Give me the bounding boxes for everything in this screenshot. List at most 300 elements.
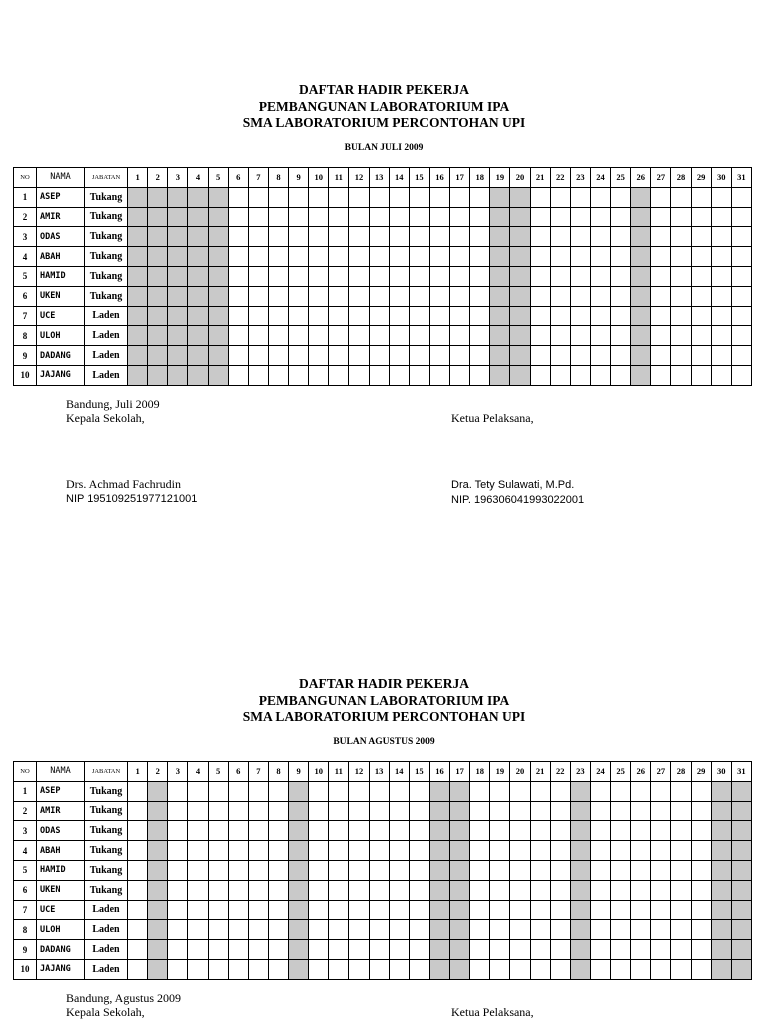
attendance-cell <box>731 841 751 861</box>
worker-number: 2 <box>14 801 37 821</box>
day-header: 25 <box>611 762 631 782</box>
day-header: 12 <box>349 762 369 782</box>
attendance-cell <box>329 860 349 880</box>
attendance-cell <box>208 781 228 801</box>
attendance-cell <box>188 920 208 940</box>
attendance-cell <box>289 781 309 801</box>
day-header: 23 <box>570 168 590 188</box>
worker-position: Tukang <box>85 187 128 207</box>
title-line: DAFTAR HADIR PEKERJA <box>298 676 469 691</box>
attendance-cell <box>329 880 349 900</box>
table-row <box>14 821 752 841</box>
place-date: Bandung, Agustus 2009 <box>66 991 182 1005</box>
attendance-cell <box>208 801 228 821</box>
attendance-cell <box>409 880 429 900</box>
day-header: 5 <box>208 762 228 782</box>
attendance-cell <box>148 841 168 861</box>
attendance-cell <box>208 920 228 940</box>
attendance-cell <box>470 841 490 861</box>
attendance-cell <box>309 841 329 861</box>
worker-position: Laden <box>85 959 128 979</box>
attendance-cell <box>691 959 711 979</box>
table-row <box>14 940 752 960</box>
month-label: BULAN AGUSTUS 2009 <box>333 737 435 747</box>
attendance-cell <box>510 900 530 920</box>
attendance-cell <box>631 821 651 841</box>
attendance-cell <box>731 860 751 880</box>
right-signatory-role: Ketua Pelaksana, <box>451 411 534 425</box>
attendance-cell <box>631 959 651 979</box>
worker-position: Laden <box>85 920 128 940</box>
attendance-cell <box>228 880 248 900</box>
attendance-cell <box>268 801 288 821</box>
attendance-cell <box>369 940 389 960</box>
attendance-cell <box>671 821 691 841</box>
attendance-cell <box>651 841 671 861</box>
attendance-cell <box>651 920 671 940</box>
attendance-cell <box>731 781 751 801</box>
attendance-cell <box>450 959 470 979</box>
attendance-cell <box>309 940 329 960</box>
day-header: 2 <box>148 762 168 782</box>
worker-name: HAMID <box>37 860 85 880</box>
day-header: 31 <box>731 168 751 188</box>
day-header: 30 <box>711 168 731 188</box>
worker-name: ULOH <box>37 920 85 940</box>
attendance-cell <box>711 860 731 880</box>
day-header: 29 <box>691 762 711 782</box>
attendance-cell <box>550 920 570 940</box>
attendance-cell <box>329 781 349 801</box>
attendance-cell <box>651 880 671 900</box>
attendance-cell <box>389 959 409 979</box>
worker-name: UCE <box>37 900 85 920</box>
day-header: 6 <box>228 762 248 782</box>
attendance-cell <box>228 821 248 841</box>
attendance-cell <box>691 781 711 801</box>
attendance-cell <box>570 959 590 979</box>
attendance-cell <box>429 900 449 920</box>
attendance-cell <box>570 880 590 900</box>
attendance-cell <box>671 940 691 960</box>
day-header: 13 <box>369 168 389 188</box>
attendance-cell <box>691 821 711 841</box>
attendance-cell <box>409 900 429 920</box>
day-header: 22 <box>550 168 570 188</box>
attendance-cell <box>671 900 691 920</box>
attendance-cell <box>651 781 671 801</box>
attendance-cell <box>148 821 168 841</box>
worker-position: Laden <box>85 900 128 920</box>
worker-position: Tukang <box>85 801 128 821</box>
attendance-cell <box>248 900 268 920</box>
attendance-cell <box>208 821 228 841</box>
attendance-cell <box>268 900 288 920</box>
month-label: BULAN JULI 2009 <box>344 143 424 153</box>
attendance-cell <box>188 841 208 861</box>
attendance-cell <box>208 900 228 920</box>
attendance-cell <box>289 821 309 841</box>
attendance-cell <box>550 860 570 880</box>
attendance-cell <box>450 940 470 960</box>
attendance-cell <box>590 880 610 900</box>
attendance-cell <box>228 920 248 940</box>
attendance-cell <box>510 940 530 960</box>
worker-name: JAJANG <box>37 365 85 385</box>
worker-position: Laden <box>85 940 128 960</box>
attendance-cell <box>369 801 389 821</box>
attendance-cell <box>590 940 610 960</box>
day-header: 7 <box>248 168 268 188</box>
worker-number: 2 <box>14 207 37 227</box>
day-header: 18 <box>470 168 490 188</box>
attendance-cell <box>570 860 590 880</box>
attendance-cell <box>369 821 389 841</box>
attendance-cell <box>450 860 470 880</box>
attendance-cell <box>510 920 530 940</box>
day-header: 27 <box>651 168 671 188</box>
right-signatory-name: Dra. Tety Sulawati, M.Pd. <box>451 479 575 491</box>
attendance-cell <box>369 860 389 880</box>
attendance-cell <box>369 900 389 920</box>
attendance-cell <box>188 860 208 880</box>
attendance-cell <box>510 801 530 821</box>
worker-number: 9 <box>14 940 37 960</box>
attendance-cell <box>470 920 490 940</box>
attendance-cell <box>731 801 751 821</box>
attendance-cell <box>248 801 268 821</box>
day-header: 10 <box>309 762 329 782</box>
attendance-cell <box>731 900 751 920</box>
worker-name: JAJANG <box>37 959 85 979</box>
attendance-cell <box>148 959 168 979</box>
place-date: Bandung, Juli 2009 <box>66 397 160 411</box>
attendance-cell <box>168 920 188 940</box>
day-header: 4 <box>188 168 208 188</box>
attendance-cell <box>651 940 671 960</box>
attendance-cell <box>389 821 409 841</box>
day-header: 1 <box>128 762 148 782</box>
attendance-cell <box>490 821 510 841</box>
day-header: 3 <box>168 762 188 782</box>
attendance-cell <box>631 920 651 940</box>
attendance-cell <box>168 841 188 861</box>
worker-number: 1 <box>14 781 37 801</box>
attendance-cell <box>248 860 268 880</box>
attendance-cell <box>148 900 168 920</box>
attendance-cell <box>590 920 610 940</box>
attendance-cell <box>208 841 228 861</box>
day-header: 7 <box>248 762 268 782</box>
attendance-cell <box>631 880 651 900</box>
attendance-cell <box>450 801 470 821</box>
day-header: 21 <box>530 762 550 782</box>
day-header: 25 <box>611 168 631 188</box>
attendance-cell <box>671 860 691 880</box>
attendance-cell <box>369 959 389 979</box>
day-header: 29 <box>691 168 711 188</box>
attendance-cell <box>168 821 188 841</box>
day-header: 19 <box>490 762 510 782</box>
worker-number: 7 <box>14 306 37 326</box>
attendance-cell <box>570 821 590 841</box>
attendance-cell <box>409 860 429 880</box>
title-line: SMA LABORATORIUM PERCONTOHAN UPI <box>242 709 526 724</box>
attendance-cell <box>651 801 671 821</box>
attendance-cell <box>289 959 309 979</box>
day-header: 12 <box>349 168 369 188</box>
attendance-cell <box>148 940 168 960</box>
attendance-cell <box>289 940 309 960</box>
left-signatory-role: Kepala Sekolah, <box>66 411 145 425</box>
attendance-cell <box>168 900 188 920</box>
col-header-no: NO <box>14 168 37 188</box>
worker-number: 9 <box>14 346 37 366</box>
left-signatory-name: Drs. Achmad Fachrudin <box>66 477 181 491</box>
worker-position: Tukang <box>85 207 128 227</box>
attendance-cell <box>631 781 651 801</box>
attendance-cell <box>731 880 751 900</box>
attendance-cell <box>309 821 329 841</box>
attendance-cell <box>289 900 309 920</box>
attendance-cell <box>409 940 429 960</box>
day-header: 10 <box>309 168 329 188</box>
attendance-cell <box>651 900 671 920</box>
day-header: 27 <box>651 762 671 782</box>
worker-position: Laden <box>85 346 128 366</box>
attendance-cell <box>389 860 409 880</box>
attendance-cell <box>128 801 148 821</box>
day-header: 3 <box>168 168 188 188</box>
attendance-cell <box>691 841 711 861</box>
attendance-cell <box>369 920 389 940</box>
attendance-cell <box>731 920 751 940</box>
attendance-cell <box>550 959 570 979</box>
attendance-cell <box>731 959 751 979</box>
attendance-cell <box>711 940 731 960</box>
title-line: SMA LABORATORIUM PERCONTOHAN UPI <box>242 115 526 130</box>
attendance-cell <box>570 920 590 940</box>
day-header: 11 <box>329 168 349 188</box>
attendance-cell <box>590 821 610 841</box>
attendance-cell <box>530 920 550 940</box>
attendance-cell <box>168 781 188 801</box>
attendance-cell <box>490 920 510 940</box>
attendance-cell <box>611 880 631 900</box>
attendance-cell <box>570 900 590 920</box>
worker-number: 3 <box>14 821 37 841</box>
attendance-cell <box>510 821 530 841</box>
attendance-cell <box>470 801 490 821</box>
attendance-cell <box>429 821 449 841</box>
worker-position: Tukang <box>85 860 128 880</box>
attendance-cell <box>550 841 570 861</box>
attendance-cell <box>168 860 188 880</box>
day-header: 8 <box>268 762 288 782</box>
attendance-cell <box>570 801 590 821</box>
attendance-cell <box>631 940 651 960</box>
attendance-cell <box>590 959 610 979</box>
attendance-cell <box>450 821 470 841</box>
day-header: 22 <box>550 762 570 782</box>
attendance-cell <box>309 880 329 900</box>
attendance-cell <box>490 900 510 920</box>
attendance-cell <box>429 860 449 880</box>
worker-name: ASEP <box>37 781 85 801</box>
attendance-cell <box>550 940 570 960</box>
attendance-cell <box>409 920 429 940</box>
worker-name: UCE <box>37 306 85 326</box>
worker-name: ODAS <box>37 227 85 247</box>
worker-number: 6 <box>14 286 37 306</box>
day-header: 30 <box>711 762 731 782</box>
attendance-cell <box>409 801 429 821</box>
col-header-jabatan: JABATAN <box>85 762 128 782</box>
day-header: 6 <box>228 168 248 188</box>
table-row <box>14 900 752 920</box>
day-header: 4 <box>188 762 208 782</box>
attendance-cell <box>530 880 550 900</box>
attendance-cell <box>429 880 449 900</box>
attendance-cell <box>309 781 329 801</box>
attendance-cell <box>228 841 248 861</box>
day-header: 15 <box>409 762 429 782</box>
attendance-cell <box>550 821 570 841</box>
attendance-cell <box>429 841 449 861</box>
worker-number: 5 <box>14 266 37 286</box>
day-header: 13 <box>369 762 389 782</box>
worker-position: Tukang <box>85 880 128 900</box>
attendance-cell <box>590 841 610 861</box>
attendance-cell <box>128 860 148 880</box>
attendance-cell <box>208 940 228 960</box>
attendance-cell <box>228 959 248 979</box>
day-header: 1 <box>128 168 148 188</box>
attendance-cell <box>470 900 490 920</box>
attendance-cell <box>490 880 510 900</box>
attendance-cell <box>148 781 168 801</box>
attendance-cell <box>490 781 510 801</box>
attendance-cell <box>711 880 731 900</box>
worker-position: Tukang <box>85 781 128 801</box>
attendance-cell <box>369 880 389 900</box>
attendance-cell <box>470 860 490 880</box>
attendance-cell <box>570 781 590 801</box>
attendance-cell <box>510 860 530 880</box>
attendance-cell <box>128 821 148 841</box>
attendance-cell <box>168 959 188 979</box>
attendance-cell <box>349 841 369 861</box>
day-header: 19 <box>490 168 510 188</box>
attendance-cell <box>188 821 208 841</box>
attendance-cell <box>450 900 470 920</box>
attendance-cell <box>590 781 610 801</box>
left-signatory-nip: NIP 195109251977121001 <box>66 493 198 505</box>
day-header: 21 <box>530 168 550 188</box>
attendance-cell <box>349 940 369 960</box>
attendance-cell <box>128 920 148 940</box>
attendance-cell <box>409 821 429 841</box>
attendance-cell <box>128 940 148 960</box>
table-row <box>14 860 752 880</box>
attendance-cell <box>611 900 631 920</box>
attendance-cell <box>711 801 731 821</box>
attendance-cell <box>711 900 731 920</box>
attendance-cell <box>329 940 349 960</box>
worker-number: 3 <box>14 227 37 247</box>
attendance-cell <box>309 801 329 821</box>
attendance-cell <box>128 781 148 801</box>
worker-name: AMIR <box>37 801 85 821</box>
attendance-cell <box>349 880 369 900</box>
attendance-cell <box>711 920 731 940</box>
attendance-cell <box>188 801 208 821</box>
attendance-cell <box>389 801 409 821</box>
worker-position: Tukang <box>85 286 128 306</box>
attendance-cell <box>329 959 349 979</box>
attendance-cell <box>128 841 148 861</box>
attendance-cell <box>228 900 248 920</box>
attendance-cell <box>349 801 369 821</box>
attendance-cell <box>490 801 510 821</box>
attendance-cell <box>611 860 631 880</box>
attendance-cell <box>248 940 268 960</box>
day-header: 31 <box>731 762 751 782</box>
attendance-cell <box>530 801 550 821</box>
attendance-cell <box>671 959 691 979</box>
attendance-cell <box>611 841 631 861</box>
col-header-nama: NAMA <box>37 762 85 782</box>
attendance-cell <box>631 801 651 821</box>
attendance-cell <box>268 821 288 841</box>
day-header: 16 <box>429 168 449 188</box>
attendance-cell <box>389 920 409 940</box>
attendance-cell <box>611 940 631 960</box>
worker-position: Tukang <box>85 821 128 841</box>
day-header: 26 <box>631 762 651 782</box>
attendance-cell <box>329 920 349 940</box>
attendance-cell <box>268 841 288 861</box>
attendance-cell <box>429 959 449 979</box>
attendance-cell <box>510 781 530 801</box>
attendance-cell <box>470 880 490 900</box>
attendance-cell <box>329 821 349 841</box>
attendance-cell <box>450 781 470 801</box>
attendance-cell <box>691 940 711 960</box>
attendance-cell <box>691 860 711 880</box>
attendance-cell <box>550 801 570 821</box>
table-row <box>14 841 752 861</box>
attendance-cell <box>671 841 691 861</box>
table-row <box>14 920 752 940</box>
attendance-cell <box>349 781 369 801</box>
worker-number: 1 <box>14 187 37 207</box>
attendance-cell <box>530 900 550 920</box>
attendance-cell <box>389 841 409 861</box>
attendance-cell <box>389 781 409 801</box>
attendance-cell <box>248 841 268 861</box>
worker-name: AMIR <box>37 207 85 227</box>
attendance-cell <box>148 920 168 940</box>
attendance-cell <box>450 841 470 861</box>
attendance-cell <box>268 940 288 960</box>
attendance-cell <box>309 920 329 940</box>
day-header: 8 <box>268 168 288 188</box>
attendance-cell <box>268 959 288 979</box>
day-header: 17 <box>450 762 470 782</box>
attendance-cell <box>289 880 309 900</box>
attendance-cell <box>631 860 651 880</box>
